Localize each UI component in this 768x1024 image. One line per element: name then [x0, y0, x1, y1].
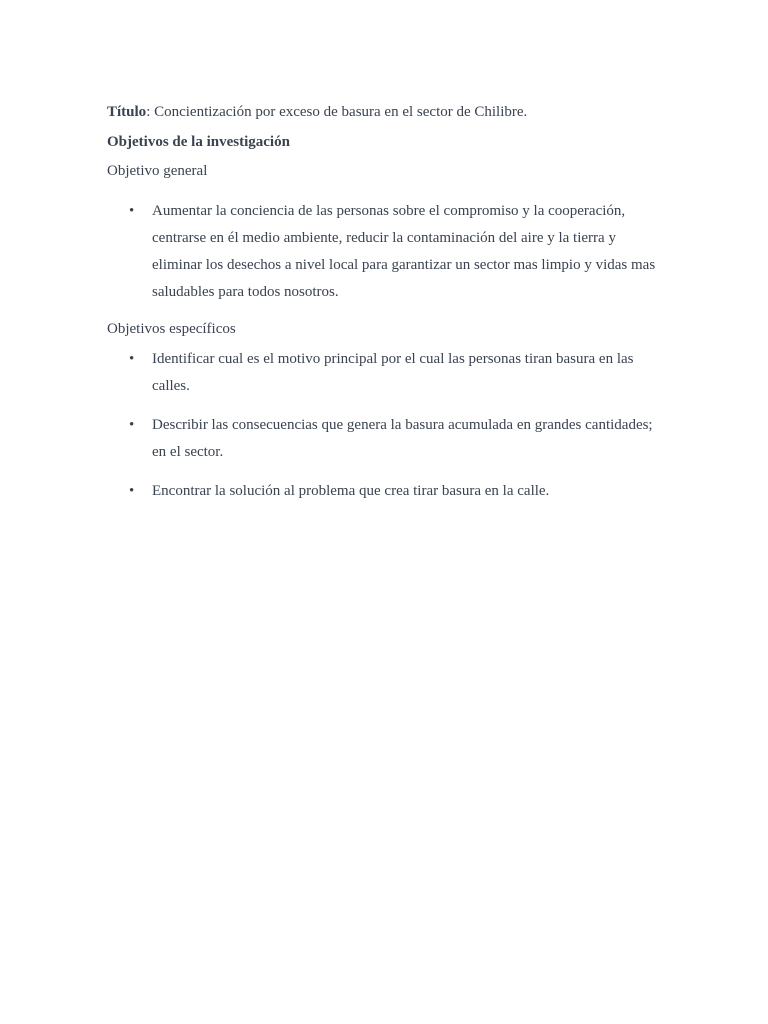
bullet-icon: • — [129, 351, 135, 367]
specific-objectives-heading: Objetivos específicos — [107, 321, 236, 337]
general-objective-heading: Objetivo general — [107, 163, 208, 179]
list-item — [107, 478, 667, 505]
bullet-icon: • — [129, 203, 135, 219]
bullet-icon: • — [129, 483, 135, 499]
list-item — [107, 346, 667, 400]
title-label: Título — [107, 104, 147, 120]
list-item — [107, 198, 667, 306]
document-title — [107, 103, 527, 121]
specific-objectives-list — [107, 346, 667, 517]
list-item-text: Describir las consecuencias que genera la basura acumulada en grandes cantidades; en el sector. — [152, 417, 653, 460]
list-item — [107, 412, 667, 466]
section-heading: Objetivos de la investigación — [107, 134, 290, 150]
list-item-text: Identificar cual es el motivo principal por el cual las personas tiran basura en las calles. — [152, 351, 634, 394]
list-item-text: Aumentar la conciencia de las personas sobre el compromiso y la cooperación, centrarse en él medio ambiente, reducir la contaminación del aire y la tierra y eliminar los desechos a nivel local para garantizar un sector mas limpio y vidas mas saludables para todos nosotros. — [152, 203, 656, 300]
list-item-text: Encontrar la solución al problema que crea tirar basura en la calle. — [152, 483, 550, 499]
bullet-icon: • — [129, 417, 135, 433]
title-text: : Concientización por exceso de basura en el sector de Chilibre. — [146, 104, 528, 120]
general-objective-list — [107, 198, 667, 306]
